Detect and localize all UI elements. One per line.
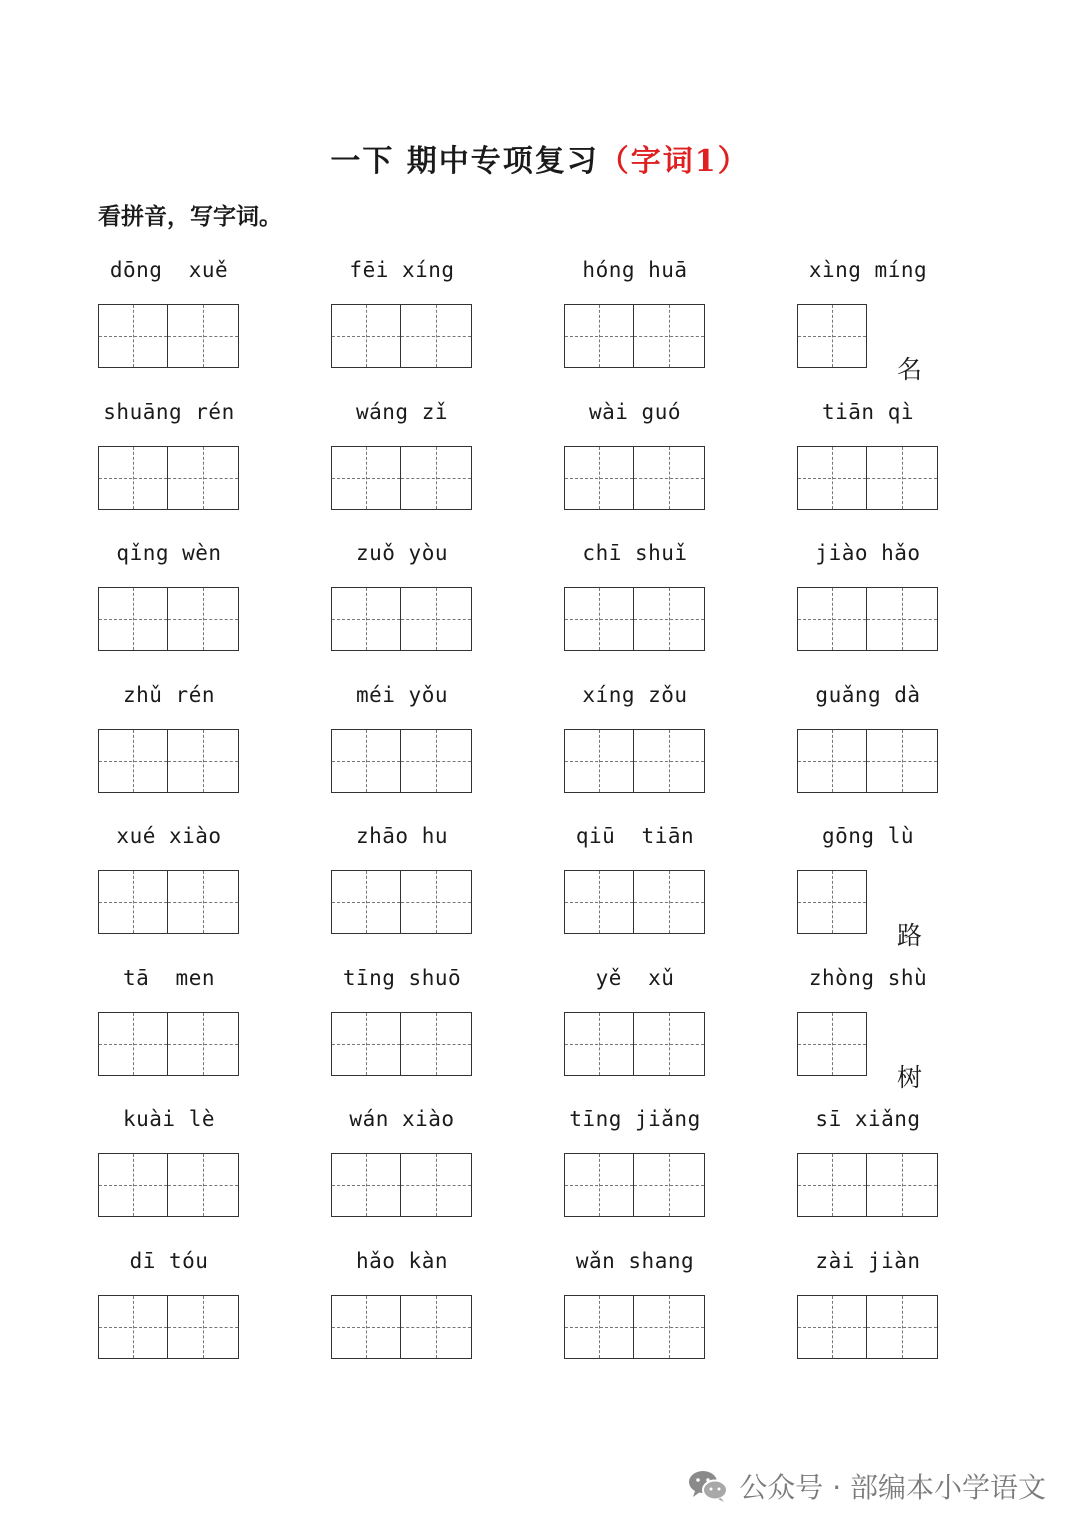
pinyin-label: zhòng shù <box>808 966 928 990</box>
writing-boxes <box>98 1012 239 1076</box>
tianzige-cell[interactable] <box>634 1012 705 1076</box>
writing-boxes <box>564 304 705 368</box>
pinyin-label: wài guó <box>588 400 681 424</box>
tianzige-cell[interactable] <box>797 587 867 651</box>
pinyin-label: shuāng rén <box>103 400 235 424</box>
given-character: 名 <box>897 355 923 384</box>
writing-boxes <box>564 1012 705 1076</box>
tianzige-cell[interactable] <box>564 304 634 368</box>
tianzige-cell[interactable] <box>331 446 401 510</box>
writing-boxes <box>98 587 239 651</box>
pinyin-label: zhāo hu <box>355 824 448 848</box>
tianzige-cell[interactable] <box>331 870 401 934</box>
tianzige-cell[interactable] <box>634 870 705 934</box>
writing-boxes <box>331 304 472 368</box>
title-main: 一下 期中专项复习 <box>330 144 599 179</box>
tianzige-cell[interactable] <box>634 446 705 510</box>
title-highlight: （字词1） <box>598 144 750 179</box>
tianzige-cell[interactable] <box>797 729 867 793</box>
tianzige-cell[interactable] <box>331 1295 401 1359</box>
writing-boxes <box>564 1153 705 1217</box>
tianzige-cell[interactable] <box>867 1295 938 1359</box>
tianzige-cell[interactable] <box>168 446 239 510</box>
tianzige-cell[interactable] <box>564 1295 634 1359</box>
instruction: 看拼音，写字词。 <box>98 203 282 230</box>
writing-boxes <box>797 1012 867 1076</box>
pinyin-label: dī tóu <box>129 1249 209 1273</box>
tianzige-cell[interactable] <box>564 587 634 651</box>
tianzige-cell[interactable] <box>867 1153 938 1217</box>
tianzige-cell[interactable] <box>168 729 239 793</box>
tianzige-cell[interactable] <box>797 870 867 934</box>
pinyin-label: gōng lù <box>821 824 914 848</box>
tianzige-cell[interactable] <box>797 1295 867 1359</box>
pinyin-label: zài jiàn <box>815 1249 921 1273</box>
tianzige-cell[interactable] <box>797 1153 867 1217</box>
pinyin-label: tīng jiǎng <box>569 1107 701 1131</box>
tianzige-cell[interactable] <box>331 729 401 793</box>
tianzige-cell[interactable] <box>401 1153 472 1217</box>
pinyin-label: chī shuǐ <box>582 541 688 565</box>
pinyin-label: guǎng dà <box>815 683 921 707</box>
tianzige-cell[interactable] <box>168 1012 239 1076</box>
pinyin-label: tiān qì <box>821 400 914 424</box>
page-title <box>0 136 1080 180</box>
writing-boxes <box>98 1153 239 1217</box>
writing-boxes <box>564 587 705 651</box>
pinyin-label: tīng shuō <box>342 966 462 990</box>
footer-watermark <box>687 1466 1046 1506</box>
writing-boxes <box>797 729 938 793</box>
tianzige-cell[interactable] <box>98 1012 168 1076</box>
tianzige-cell[interactable] <box>401 1012 472 1076</box>
tianzige-cell[interactable] <box>634 729 705 793</box>
tianzige-cell[interactable] <box>401 587 472 651</box>
writing-boxes <box>331 1295 472 1359</box>
pinyin-label: wǎn shang <box>575 1249 695 1273</box>
writing-boxes <box>98 446 239 510</box>
tianzige-cell[interactable] <box>797 1012 867 1076</box>
writing-boxes <box>797 1295 938 1359</box>
pinyin-label: qǐng wèn <box>116 541 222 565</box>
tianzige-cell[interactable] <box>168 1295 239 1359</box>
tianzige-cell[interactable] <box>168 870 239 934</box>
tianzige-cell[interactable] <box>98 1295 168 1359</box>
tianzige-cell[interactable] <box>797 304 867 368</box>
wechat-icon <box>687 1468 729 1504</box>
pinyin-label: wán xiào <box>349 1107 455 1131</box>
tianzige-cell[interactable] <box>634 304 705 368</box>
tianzige-cell[interactable] <box>98 870 168 934</box>
tianzige-cell[interactable] <box>331 1012 401 1076</box>
tianzige-cell[interactable] <box>564 870 634 934</box>
pinyin-label: qiū tiān <box>575 824 695 848</box>
tianzige-cell[interactable] <box>564 729 634 793</box>
writing-boxes <box>564 1295 705 1359</box>
given-character: 树 <box>897 1063 923 1092</box>
pinyin-label: xíng zǒu <box>582 683 688 707</box>
footer-text: 公众号 · 部编本小学语文 <box>739 1471 1046 1504</box>
tianzige-cell[interactable] <box>564 1153 634 1217</box>
writing-boxes <box>98 870 239 934</box>
writing-boxes <box>564 729 705 793</box>
pinyin-label: dōng xuě <box>109 258 229 282</box>
writing-boxes <box>797 870 867 934</box>
tianzige-cell[interactable] <box>401 446 472 510</box>
tianzige-cell[interactable] <box>98 446 168 510</box>
writing-boxes <box>98 304 239 368</box>
pinyin-label: xìng míng <box>808 258 928 282</box>
writing-boxes <box>98 1295 239 1359</box>
tianzige-cell[interactable] <box>867 587 938 651</box>
tianzige-cell[interactable] <box>401 304 472 368</box>
pinyin-label: fēi xíng <box>349 258 455 282</box>
tianzige-cell[interactable] <box>331 304 401 368</box>
writing-boxes <box>331 729 472 793</box>
writing-boxes <box>797 304 867 368</box>
tianzige-cell[interactable] <box>797 446 867 510</box>
pinyin-label: méi yǒu <box>355 683 448 707</box>
pinyin-label: xué xiào <box>116 824 222 848</box>
tianzige-cell[interactable] <box>168 1153 239 1217</box>
pinyin-label: sī xiǎng <box>815 1107 921 1131</box>
tianzige-cell[interactable] <box>168 304 239 368</box>
tianzige-cell[interactable] <box>98 304 168 368</box>
pinyin-label: jiào hǎo <box>815 541 921 565</box>
pinyin-label: wáng zǐ <box>355 400 448 424</box>
tianzige-cell[interactable] <box>401 870 472 934</box>
tianzige-cell[interactable] <box>331 1153 401 1217</box>
pinyin-label: tā men <box>122 966 215 990</box>
tianzige-cell[interactable] <box>867 729 938 793</box>
tianzige-cell[interactable] <box>564 1012 634 1076</box>
writing-boxes <box>564 446 705 510</box>
writing-boxes <box>331 1012 472 1076</box>
pinyin-label: yě xǔ <box>595 966 675 990</box>
writing-boxes <box>564 870 705 934</box>
tianzige-cell[interactable] <box>98 587 168 651</box>
tianzige-cell[interactable] <box>564 446 634 510</box>
writing-boxes <box>331 1153 472 1217</box>
tianzige-cell[interactable] <box>98 729 168 793</box>
tianzige-cell[interactable] <box>401 1295 472 1359</box>
writing-boxes <box>797 587 938 651</box>
tianzige-cell[interactable] <box>401 729 472 793</box>
writing-boxes <box>331 446 472 510</box>
tianzige-cell[interactable] <box>168 587 239 651</box>
tianzige-cell[interactable] <box>867 446 938 510</box>
pinyin-label: hǎo kàn <box>355 1249 448 1273</box>
tianzige-cell[interactable] <box>634 1295 705 1359</box>
given-character: 路 <box>897 921 923 950</box>
pinyin-label: hóng huā <box>582 258 688 282</box>
pinyin-label: kuài lè <box>122 1107 215 1131</box>
tianzige-cell[interactable] <box>634 587 705 651</box>
pinyin-label: zuǒ yòu <box>355 541 448 565</box>
writing-boxes <box>331 870 472 934</box>
pinyin-label: zhǔ rén <box>122 683 215 707</box>
writing-boxes <box>331 587 472 651</box>
tianzige-cell[interactable] <box>634 1153 705 1217</box>
tianzige-cell[interactable] <box>331 587 401 651</box>
writing-boxes <box>98 729 239 793</box>
writing-boxes <box>797 1153 938 1217</box>
writing-boxes <box>797 446 938 510</box>
tianzige-cell[interactable] <box>98 1153 168 1217</box>
